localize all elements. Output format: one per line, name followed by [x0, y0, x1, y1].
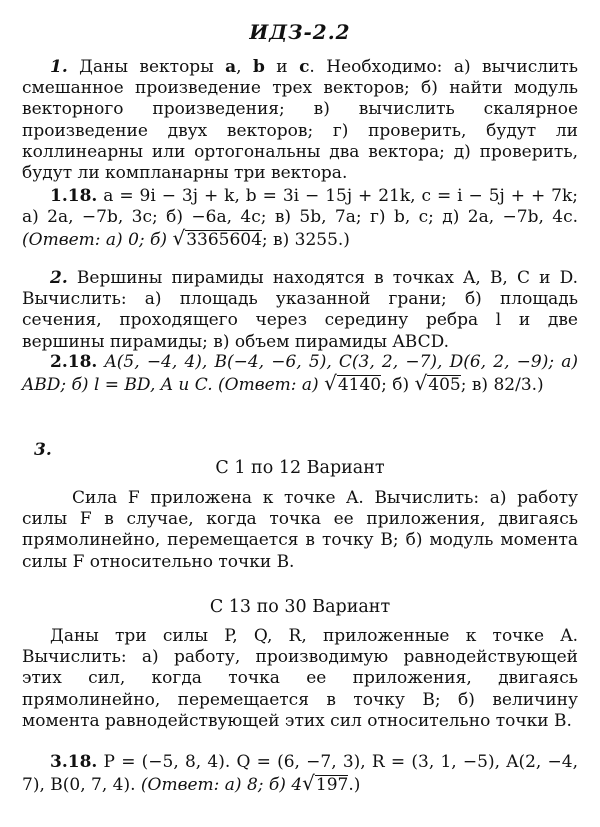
task3-text-1: Сила F приложена к точке A. Вычислить: а) работу силы F в случае, когда точка ее приложения, двигаясь прямолинейно, перемещается в точку B; б) модуль момента силы F относительно точки B. [22, 488, 578, 572]
variant-1-18-text: a = 9i − 3j + k, b = 3i − 15j + 21k, c = i − 5j + + 7k; а) 2a, −7b, 3c; б) −6a, 4c; в) 5b, 7a; г) b, c; д) 2a, −7b, 4c. [22, 186, 578, 228]
answer-root: 197 [315, 775, 349, 796]
answer-root: 405 [428, 375, 461, 396]
page-title: ИДЗ-2.2 [249, 20, 351, 44]
task3-number: 3. [34, 440, 52, 460]
variant-2-18: 2.18. A(5, −4, 4), B(−4, −6, 5), C(3, 2, −7), D(6, 2, −9); а) ABD; б) l = BD, A и C. (Ответ: а) √4140; б) √405; в) 82/3.) [22, 352, 579, 396]
task1-text: . Необходимо: а) вычислить смешанное произведение трех векторов; б) найти модуль векторного произведения; в) вычислить скалярное произведение двух векторов; г) проверить, будут ли коллинеарны или ортогональны два вектора; д) проверить, будут ли компланарны три вектора. [22, 57, 578, 184]
variant-range-heading-1: С 1 по 12 Вариант [215, 458, 385, 478]
variant-1-18-number: 1.18. [50, 186, 98, 206]
answer-root: 3365604 [186, 230, 262, 251]
task2-text: Вершины пирамиды находятся в точках A, B, C и D. Вычислить: а) площадь указанной грани; б) площадь сечения, проходящего через середину ребра l и две вершины пирамиды; в) объем пирамиды ABCD. [22, 268, 578, 352]
task2-number: 2. [50, 268, 68, 288]
task1-number: 1. [50, 57, 68, 77]
task1-paragraph: 1. Даны векторы a, b и c. Необходимо: а) вычислить смешанное произведение трех векторов; б) найти модуль векторного произведения; в) вычислить скалярное произведение двух векторов; г) проверить, будут ли коллинеарны или ортогональны два вектора; д) проверить, будут ли компланарны три вектора. [22, 57, 578, 184]
variant-3-18-text: P = (−5, 8, 4). Q = (6, −7, 3), R = (3, 1, −5), A(2, −4, 7), B(0, 7, 4). [22, 752, 578, 796]
task3-text-2: Даны три силы P, Q, R, приложенные к точке A. Вычислить: а) работу, производимую равнодействующей этих сил, когда точка ее приложения, двигаясь прямолинейно, перемещается в точку B; б) величину момента равнодействующей этих сил относительно точки B. [22, 626, 578, 731]
variant-3-18-number: 3.18. [50, 752, 98, 772]
variant-2-18-number: 2.18. [50, 352, 98, 372]
answer-root: 4140 [337, 375, 382, 396]
task2-paragraph [22, 268, 578, 353]
variant-range-heading-2: С 13 по 30 Вариант [209, 597, 391, 617]
variant-3-18: 3.18. P = (−5, 8, 4). Q = (6, −7, 3), R = (3, 1, −5), A(2, −4, 7), B(0, 7, 4). (Ответ: а) 8; б) 4√197.) [22, 752, 578, 796]
variant-1-18: 1.18. a = 9i − 3j + k, b = 3i − 15j + 21k, c = i − 5j + + 7k; а) 2a, −7b, 3c; б) −6a, 4c; в) 5b, 7a; г) b, c; д) 2a, −7b, 4c. (Ответ: а) 0; б) √3365604; в) 3255.) [22, 186, 578, 251]
variant-2-18-text: A(5, −4, 4), B(−4, −6, 5), C(3, 2, −7), D(6, 2, −9); а) ABD; б) l = BD, A и C. [22, 352, 579, 396]
